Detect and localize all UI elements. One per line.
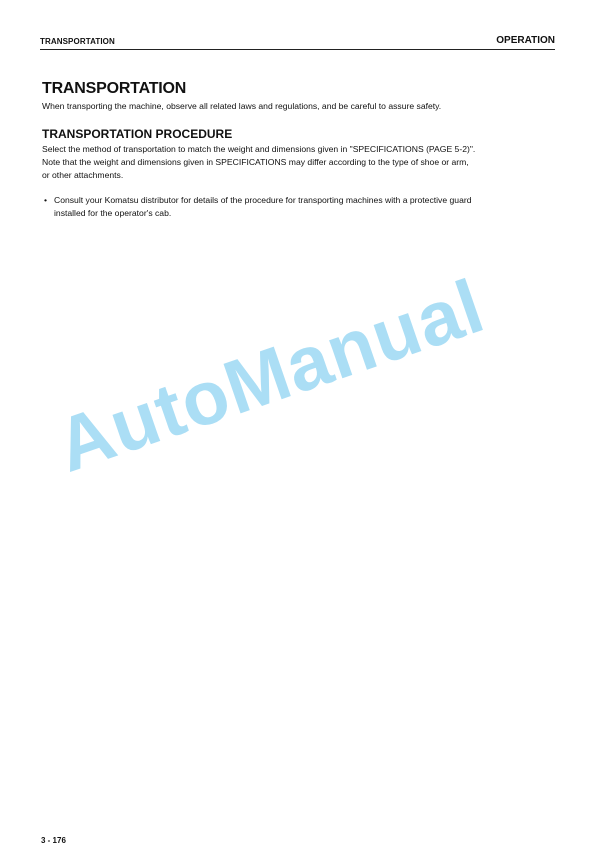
bullet-line: Consult your Komatsu distributor for details of the procedure for transporting machines with a protective guard	[54, 195, 472, 205]
page-number: 3 - 176	[41, 836, 66, 845]
procedure-line: Note that the weight and dimensions given in SPECIFICATIONS may differ according to the type of shoe or arm,	[42, 157, 469, 167]
bullet-icon: •	[44, 195, 48, 205]
procedure-paragraph	[42, 143, 556, 182]
bullet-line: installed for the operator's cab.	[54, 208, 172, 218]
procedure-line: or other attachments.	[42, 170, 124, 180]
procedure-title: TRANSPORTATION PROCEDURE	[42, 127, 233, 141]
header-chapter-title: OPERATION	[496, 35, 555, 46]
watermark: AutoManual	[46, 263, 495, 489]
intro-paragraph: When transporting the machine, observe all related laws and regulations, and be careful to assure safety.	[42, 101, 442, 111]
procedure-bullet-list	[42, 194, 556, 220]
page-title: TRANSPORTATION	[42, 80, 187, 97]
list-item	[42, 194, 556, 220]
page-header	[40, 33, 555, 50]
header-section-title: TRANSPORTATION	[40, 37, 115, 46]
page-content	[42, 80, 556, 220]
procedure-line: Select the method of transportation to match the weight and dimensions given in "SPECIFICATIONS (PAGE 5-2)".	[42, 144, 476, 154]
